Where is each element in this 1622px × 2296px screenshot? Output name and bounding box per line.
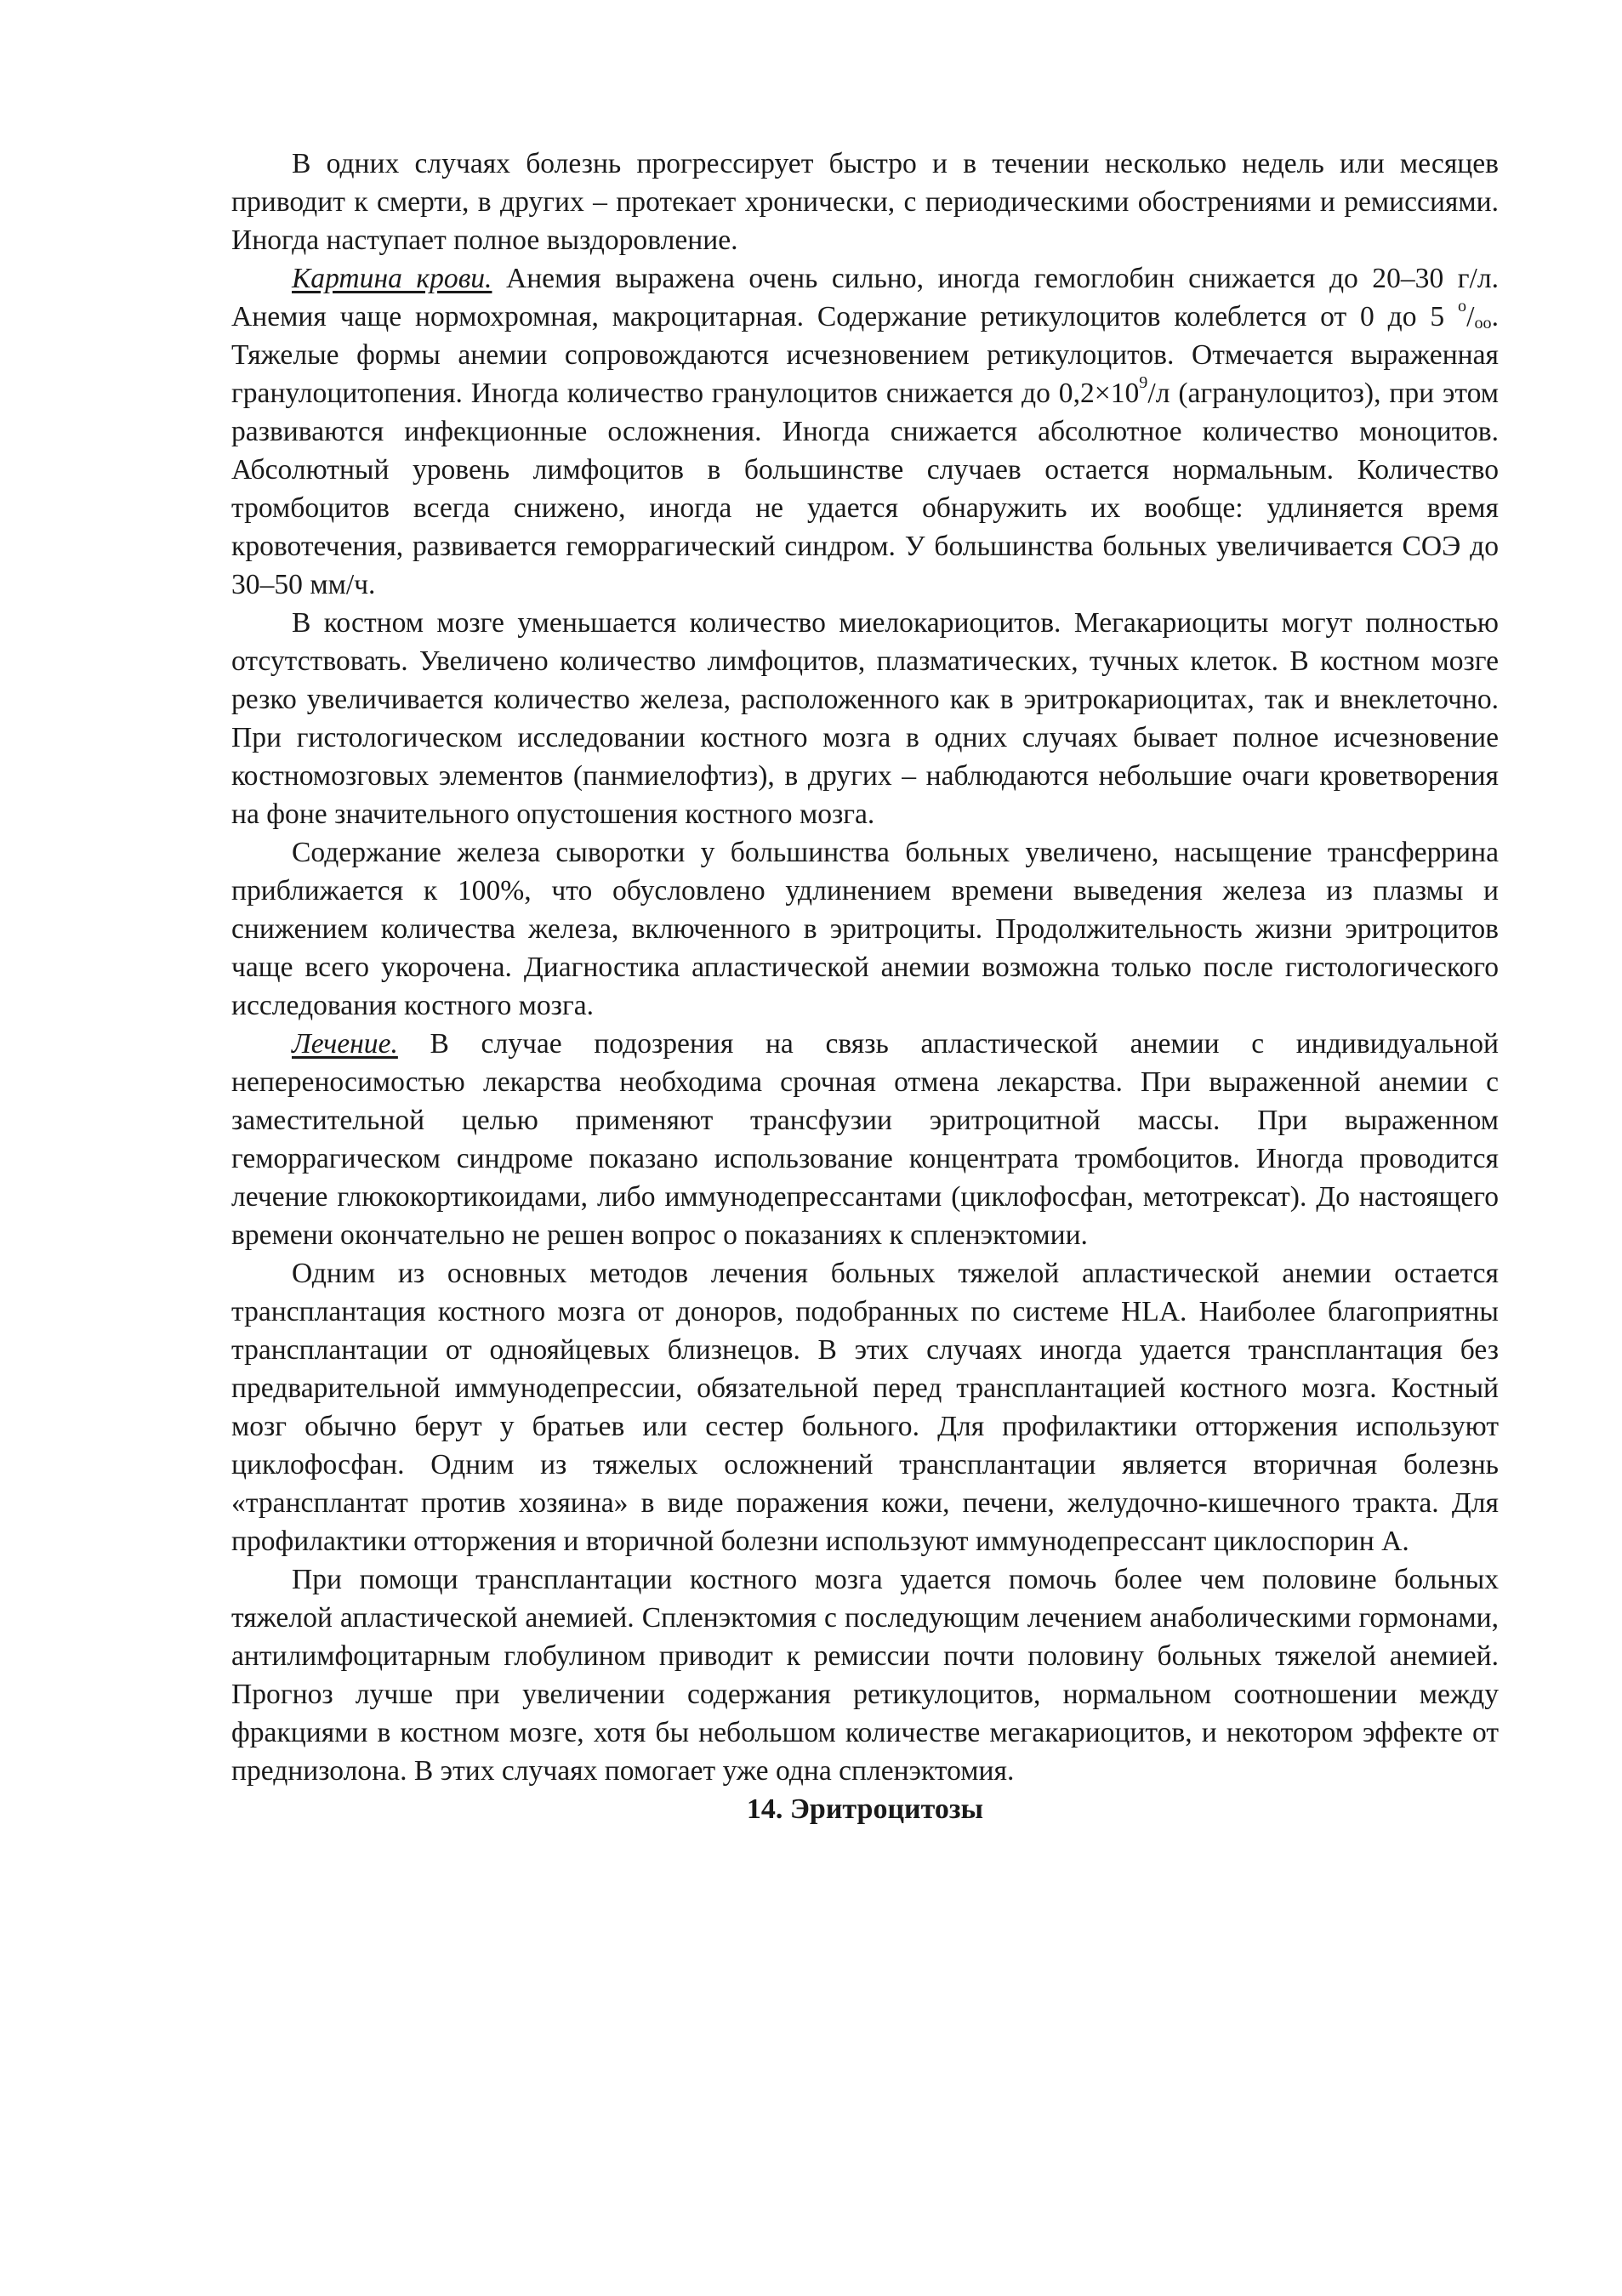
permille-subscript: оо bbox=[1474, 314, 1492, 333]
exponent-superscript: 9 bbox=[1139, 372, 1148, 392]
section-lead-blood-picture: Картина крови. bbox=[292, 263, 492, 294]
paragraph-prognosis bbox=[231, 1560, 1499, 1790]
paragraph-text: Одним из основных методов лечения больных тяжелой апластической анемии остается трансплантация костного мозга от доноров, подобранных по системе HLA. Наиболее благоприятны трансплантации от однояйцевых близнецов. В этих случаях иногда удается трансплантация без предварительной иммунодепрессии, обязательной перед трансплантацией костного мозга. Костный мозг обычно берут у братьев или сестер больного. Для профилактики отторжения используют циклофосфан. Одним из тяжелых осложнений трансплантации является вторичная болезнь «трансплантат против хозяина» в виде поражения кожи, печени, желудочно-кишечного тракта. Для профилактики отторжения и вторичной болезни используют иммунодепрессант циклоспорин А. bbox=[231, 1258, 1499, 1557]
paragraph-text: . Тяжелые формы анемии сопровождаются исчезновением ретикулоцитов. Отмечается выраженная гранулоцитопения. Иногда количество гранулоцитов снижается до 0,2×10 bbox=[231, 301, 1499, 409]
document-page bbox=[231, 145, 1499, 1828]
paragraph-text: /л (агранулоцитоз), при этом развиваются инфекционные осложнения. Иногда снижается абсолютное количество моноцитов. Абсолютный уровень лимфоцитов в большинстве случаев остается нормальным. Количество тромбоцитов всегда снижено, иногда не удается обнаружить их вообще: удлиняется время кровотечения, развивается геморрагический синдром. У большинства больных увеличивается СОЭ до 30–50 мм/ч. bbox=[231, 378, 1500, 600]
permille-slash: / bbox=[1466, 301, 1475, 332]
section-lead-treatment: Лечение. bbox=[292, 1028, 398, 1060]
paragraph-disease-course bbox=[231, 145, 1499, 259]
paragraph-text: В одних случаях болезнь прогрессирует быстро и в течении несколько недель или месяцев приводит к смерти, в других – протекает хронически, с периодическими обострениями и ремиссиями. Иногда наступает полное выздоровление. bbox=[231, 148, 1499, 256]
paragraph-text: В костном мозге уменьшается количество миелокариоцитов. Мегакариоциты могут полностью отсутствовать. Увеличено количество лимфоцитов, плазматических, тучных клеток. В костном мозге резко увеличивается количество железа, расположенного как в эритрокариоцитах, так и внеклеточно. При гистологическом исследовании костного мозга в одних случаях бывает полное исчезновение костномозговых элементов (панмиелофтиз), в других – наблюдаются небольшие очаги кроветворения на фоне значительного опустошения костного мозга. bbox=[231, 607, 1499, 830]
section-heading: 14. Эритроцитозы bbox=[746, 1793, 984, 1825]
paragraph-serum-iron bbox=[231, 833, 1499, 1025]
paragraph-text: Анемия выражена очень сильно, иногда гемоглобин снижается до 20–30 г/л. Анемия чаще нормохромная, макроцитарная. Содержание ретикулоцитов колеблется от 0 до 5 bbox=[231, 263, 1499, 332]
paragraph-text: В случае подозрения на связь апластической анемии с индивидуальной непереносимостью лекарства необходима срочная отмена лекарства. При выраженной анемии с заместительной целью применяют трансфузии эритроцитной массы. При выраженном геморрагическом синдроме показано использование концентрата тромбоцитов. Иногда проводится лечение глюкокортикоидами, либо иммунодепрессантами (циклофосфан, метотрексат). До настоящего времени окончательно не решен вопрос о показаниях к спленэктомии. bbox=[231, 1028, 1499, 1251]
paragraph-text: Содержание железа сыворотки у большинства больных увеличено, насыщение трансферрина приближается к 100%, что обусловлено удлинением времени выведения железа из плазмы и снижением количества железа, включенного в эритроциты. Продолжительность жизни эритроцитов чаще всего укорочена. Диагностика апластической анемии возможна только после гистологического исследования костного мозга. bbox=[231, 837, 1499, 1021]
paragraph-bone-marrow bbox=[231, 604, 1499, 833]
paragraph-treatment bbox=[231, 1025, 1499, 1254]
paragraph-transplantation bbox=[231, 1254, 1499, 1560]
paragraph-text: При помощи трансплантации костного мозга удается помочь более чем половине больных тяжелой апластической анемией. Спленэктомия с последующим лечением анаболическими гормонами, антилимфоцитарным глобулином приводит к ремиссии почти половину больных тяжелой анемией. Прогноз лучше при увеличении содержания ретикулоцитов, нормальном соотношении между фракциями в костном мозге, хотя бы небольшом количестве мегакариоцитов, и некотором эффекте от преднизолона. В этих случаях помогает уже одна спленэктомия. bbox=[231, 1564, 1499, 1787]
permille-superscript: о bbox=[1458, 296, 1467, 315]
paragraph-blood-picture bbox=[231, 259, 1499, 604]
